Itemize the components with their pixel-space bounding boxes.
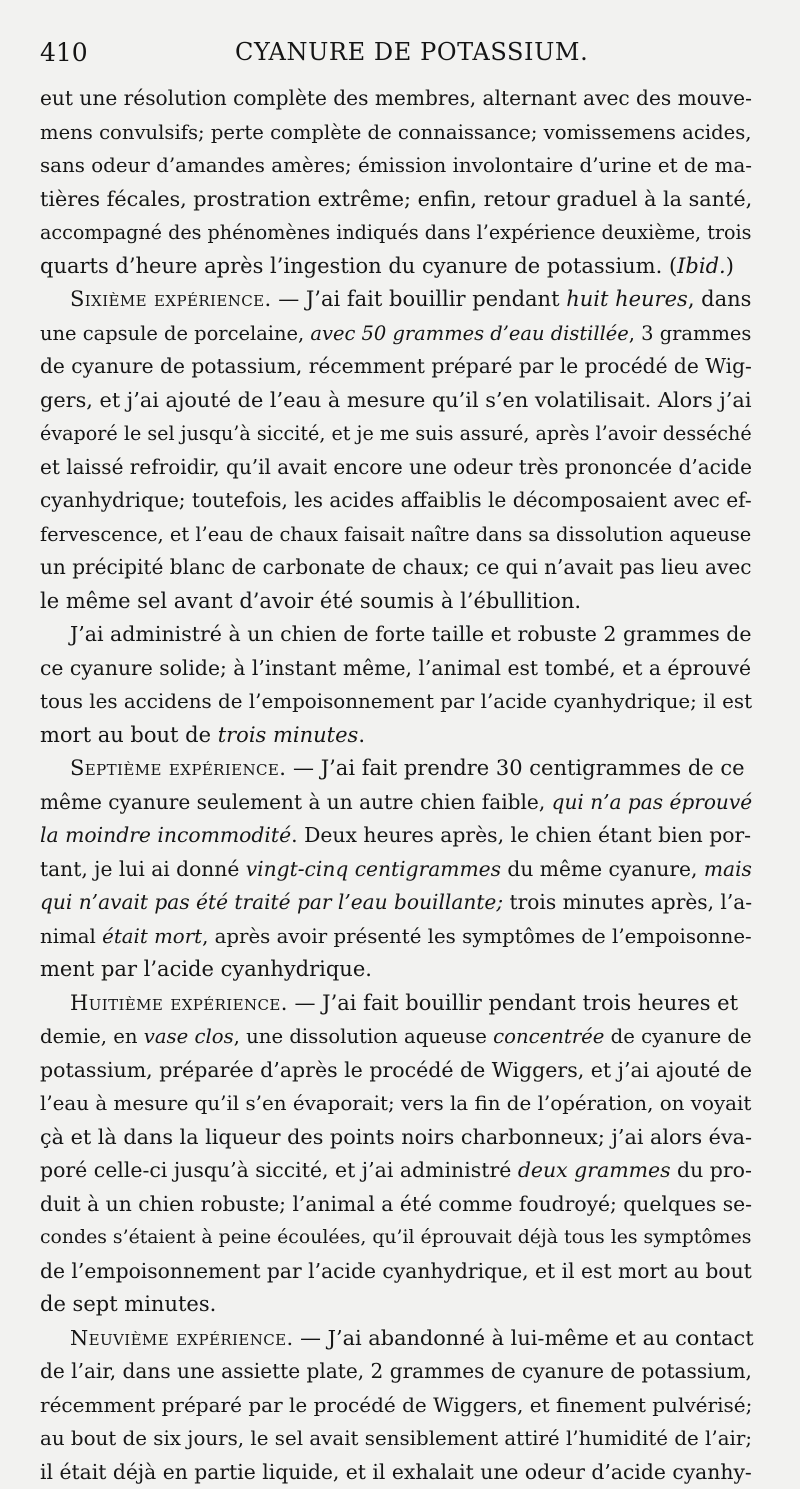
section-heading: Septième expérience. <box>70 756 286 780</box>
text-segment: gers, et j’ai ajouté de l’eau à mesure qu’il s’en volatilisait. Alors j’ai <box>40 388 751 412</box>
text-segment: — J’ai abandonné à lui-même et au contact <box>294 1326 754 1350</box>
italic-text: qui n’avait pas été traité par l’eau bouillante; <box>40 890 503 914</box>
italic-text: la moindre incommodité <box>40 823 291 847</box>
text-segment: . Deux heures après, le chien étant bien por- <box>291 823 751 847</box>
text-segment: nimal <box>40 925 102 948</box>
text-line <box>40 920 752 954</box>
text-segment: , 3 grammes <box>629 322 752 345</box>
text-line <box>40 1389 752 1423</box>
italic-text: mais <box>704 857 752 881</box>
text-segment: mens convulsifs; perte complète de connaissance; vomissemens acides, <box>40 121 752 144</box>
text-line <box>40 987 752 1021</box>
text-segment: — J’ai fait bouillir pendant trois heures et <box>288 991 738 1015</box>
text-segment: un précipité blanc de carbonate de chaux; ce qui n’avait pas lieu avec <box>40 555 751 579</box>
text-segment: il était déjà en partie liquide, et il exhalait une odeur d’acide cyanhy- <box>40 1460 752 1484</box>
text-segment: çà et là dans la liqueur des points noirs charbonneux; j’ai alors éva- <box>40 1125 752 1149</box>
section-heading: Huitième expérience. <box>70 991 288 1015</box>
italic-text: vingt-cinq centigrammes <box>246 857 501 881</box>
text-segment: ce cyanure solide; à l’instant même, l’animal est tombé, et a éprouvé <box>40 656 751 680</box>
text-segment: tières fécales, prostration extrême; enfin, retour graduel à la santé, <box>40 187 752 211</box>
text-line <box>40 1221 752 1255</box>
text-line <box>40 1456 752 1489</box>
text-line <box>40 819 752 853</box>
text-segment: du pro- <box>671 1158 752 1182</box>
section-heading: Sixième expérience. <box>70 287 272 311</box>
text-segment: évaporé le sel jusqu’à siccité, et je me suis assuré, après l’avoir desséché <box>40 422 752 445</box>
text-segment: poré celle-ci jusqu’à siccité, et j’ai administré <box>40 1158 518 1182</box>
text-segment: — J’ai fait bouillir pendant <box>272 287 567 311</box>
text-line <box>40 1355 752 1389</box>
text-line <box>40 1255 752 1289</box>
italic-text: était mort <box>102 925 202 948</box>
page-header <box>40 38 752 78</box>
page-number: 410 <box>40 38 88 67</box>
text-line <box>40 1154 752 1188</box>
text-line <box>40 719 752 753</box>
text-segment: et laissé refroidir, qu’il avait encore une odeur très prononcée d’acide <box>40 455 752 479</box>
text-segment: au bout de six jours, le sel avait sensiblement attiré l’humidité de l’air; <box>40 1427 752 1450</box>
text-segment: — J’ai fait prendre 30 centigrammes de ce <box>286 756 744 780</box>
text-line <box>40 786 752 820</box>
text-segment: demie, en <box>40 1025 144 1048</box>
text-line <box>40 317 752 351</box>
text-segment: trois minutes après, l’a- <box>503 890 752 914</box>
text-line <box>40 250 752 284</box>
italic-text: concentrée <box>493 1025 604 1048</box>
text-segment: de sept minutes. <box>40 1292 216 1316</box>
text-line <box>40 82 752 116</box>
text-line <box>40 1087 752 1121</box>
text-line <box>40 1288 752 1322</box>
text-segment: de l’air, dans une assiette plate, 2 grammes de cyanure de potassium, <box>40 1359 752 1383</box>
text-line <box>40 1054 752 1088</box>
text-line <box>40 484 752 518</box>
text-line <box>40 853 752 887</box>
text-segment: récemment préparé par le procédé de Wiggers, et finement pulvérisé; <box>40 1393 752 1417</box>
running-title: CYANURE DE POTASSIUM. <box>235 38 588 66</box>
text-line <box>40 384 752 418</box>
text-segment: eut une résolution complète des membres, alternant avec des mouve- <box>40 86 752 110</box>
text-line <box>40 1322 752 1356</box>
italic-text: Ibid. <box>677 254 726 278</box>
text-line <box>40 1121 752 1155</box>
text-segment: le même sel avant d’avoir été soumis à l’ébullition. <box>40 589 581 613</box>
text-line <box>40 585 752 619</box>
text-segment: de cyanure de potassium, récemment préparé par le procédé de Wig- <box>40 354 752 378</box>
text-segment: tous les accidens de l’empoisonnement par l’acide cyanhydrique; il est <box>40 690 752 713</box>
text-line <box>40 283 752 317</box>
text-segment: condes s’étaient à peine écoulées, qu’il éprouvait déjà tous les symptômes <box>40 1227 751 1248</box>
text-line <box>40 518 752 552</box>
text-line <box>40 618 752 652</box>
text-line <box>40 752 752 786</box>
italic-text: deux grammes <box>518 1158 671 1182</box>
text-segment: . <box>358 723 365 747</box>
text-line <box>40 685 752 719</box>
text-segment: sans odeur d’amandes amères; émission involontaire d’urine et de ma- <box>40 154 752 177</box>
text-segment: même cyanure seulement à un autre chien faible, <box>40 790 552 814</box>
text-line <box>40 183 752 217</box>
section-heading: Neuvième expérience. <box>70 1326 294 1350</box>
text-line <box>40 149 752 183</box>
italic-text: vase clos <box>144 1025 234 1048</box>
italic-text: qui n’a pas éprouvé <box>552 790 753 814</box>
italic-text: trois minutes <box>218 723 359 747</box>
text-segment: , une dissolution aqueuse <box>234 1025 493 1048</box>
text-line <box>40 886 752 920</box>
text-segment: cyanhydrique; toutefois, les acides affaiblis le décomposaient avec ef- <box>40 488 752 512</box>
text-segment: accompagné des phénomènes indiqués dans l’expérience deuxième, trois <box>40 221 752 244</box>
text-line <box>40 1422 752 1456</box>
text-segment: de cyanure de <box>604 1025 751 1048</box>
text-segment: l’eau à mesure qu’il s’en évaporait; vers la fin de l’opération, on voyait <box>40 1092 751 1115</box>
text-line <box>40 417 752 451</box>
text-segment: ment par l’acide cyanhydrique. <box>40 957 372 981</box>
text-segment: potassium, préparée d’après le procédé de Wiggers, et j’ai ajouté de <box>40 1058 752 1082</box>
text-line <box>40 350 752 384</box>
text-line <box>40 953 752 987</box>
text-segment: de l’empoisonnement par l’acide cyanhydrique, et il est mort au bout <box>40 1259 752 1283</box>
text-segment: quarts d’heure après l’ingestion du cyanure de potassium. ( <box>40 254 677 278</box>
text-line <box>40 451 752 485</box>
italic-text: huit heures <box>566 287 688 311</box>
text-line <box>40 1020 752 1054</box>
text-line <box>40 1188 752 1222</box>
text-line <box>40 116 752 150</box>
text-segment: fervescence, et l’eau de chaux faisait naître dans sa dissolution aqueuse <box>40 523 751 546</box>
body-text <box>40 82 752 1489</box>
text-line <box>40 551 752 585</box>
text-segment: , après avoir présenté les symptômes de l’empoisonne- <box>202 925 752 948</box>
text-line <box>40 652 752 686</box>
text-segment: , dans <box>688 287 752 311</box>
text-segment: ) <box>726 254 734 278</box>
text-segment: duit à un chien robuste; l’animal a été comme foudroyé; quelques se- <box>40 1192 752 1216</box>
text-segment: tant, je lui ai donné <box>40 857 246 881</box>
text-line <box>40 216 752 250</box>
text-segment: une capsule de porcelaine, <box>40 322 310 345</box>
text-segment: mort au bout de <box>40 723 218 747</box>
text-segment: J’ai administré à un chien de forte taille et robuste 2 grammes de <box>70 622 752 646</box>
text-segment: du même cyanure, <box>501 857 704 881</box>
italic-text: avec 50 grammes d’eau distillée <box>310 322 628 345</box>
